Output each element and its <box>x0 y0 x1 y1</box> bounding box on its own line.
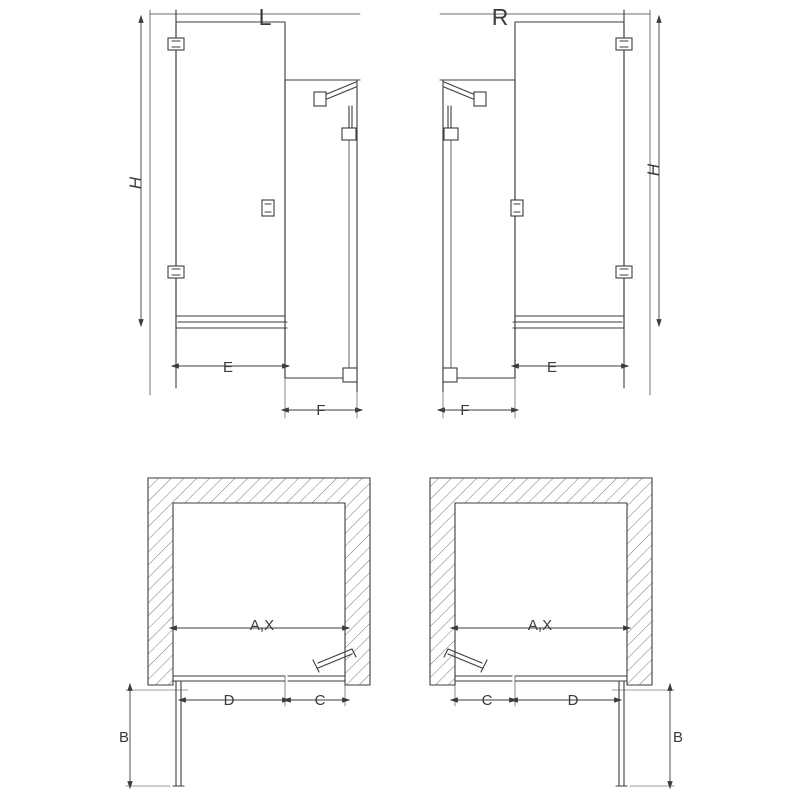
elevation-left-view <box>141 10 360 418</box>
dimension-f-right: F <box>460 402 470 419</box>
variant-label-left: L <box>258 4 272 30</box>
variant-label-right: R <box>491 4 509 30</box>
dimension-e-left: E <box>222 359 234 376</box>
dimension-d-right: D <box>567 692 579 709</box>
dimension-c-left: C <box>314 692 326 709</box>
elevation-right-view <box>440 10 659 418</box>
dimension-e-right: E <box>546 359 558 376</box>
dimension-ax-left: A,X <box>249 617 275 634</box>
dimension-ax-right: A,X <box>527 617 553 634</box>
dimension-b-right: B <box>672 729 684 746</box>
dimension-f-left: F <box>316 402 326 419</box>
dimension-c-right: C <box>481 692 493 709</box>
dimension-b-left: B <box>118 729 130 746</box>
dimension-h-right: H <box>644 163 663 177</box>
dimension-h-left: H <box>126 176 145 190</box>
plan-left-view <box>126 478 370 786</box>
dimension-d-left: D <box>223 692 235 709</box>
